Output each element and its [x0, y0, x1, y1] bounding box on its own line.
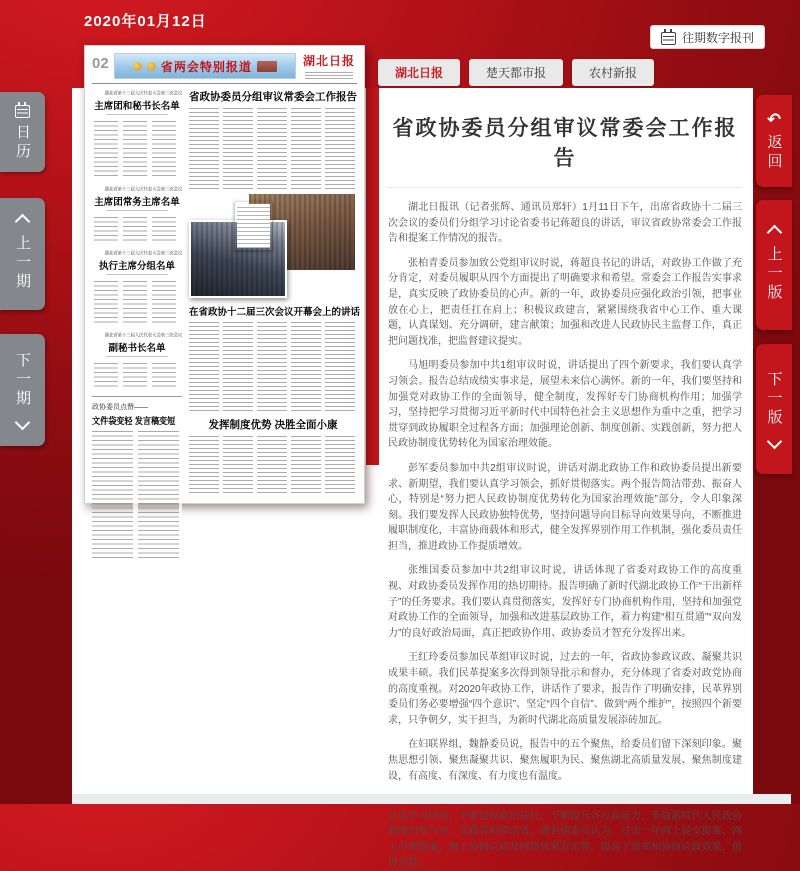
back-button[interactable]: [756, 95, 792, 187]
tab-chutian-metropolis-daily[interactable]: 楚天都市报: [469, 59, 563, 86]
name-list-heading: 主席团常务主席名单: [94, 197, 180, 208]
national-emblem-icon: [133, 62, 142, 71]
praise-article-block: [92, 396, 182, 559]
thumbnail-main-headline: 省政协委员分组审议常委会工作报告: [189, 91, 357, 103]
great-hall-icon: [257, 61, 277, 72]
name-grid: [94, 217, 180, 243]
masthead-title: 湖北日报: [302, 54, 355, 68]
name-list-subtitle: [106, 274, 168, 278]
photo-caption-box: [234, 201, 273, 251]
masthead-info-lines: [305, 72, 353, 80]
name-list-heading: 执行主席分组名单: [98, 261, 175, 272]
archive-button-label: 往期数字报刊: [682, 30, 755, 45]
issue-date: 2020年01月12日: [84, 13, 207, 30]
name-grid: [94, 281, 180, 325]
prev-page-label: 上一版: [765, 246, 783, 303]
prev-issue-button[interactable]: [0, 198, 45, 310]
calendar-nav-button[interactable]: [0, 92, 45, 172]
name-list-heading: 副秘书长名单: [108, 343, 166, 354]
thumbnail-text-columns: [189, 436, 357, 494]
next-issue-button[interactable]: [0, 334, 45, 446]
national-emblem-icon: [147, 62, 156, 71]
special-report-banner: [114, 53, 296, 79]
article-paragraph: 张维国委员参加中共2组审议时说，讲话体现了省委对政协工作的高度重视、对政协委员发挥作用的热切期待。报告明确了新时代湖北政协工作“干出新样子”的任务要求。我们要认真贯彻落实，发挥好专门协商机构作用，坚持和加强党对政协工作的全面领导，加强和改进基层政协工作，着力构建“相互贯通”“双向发力”的良好政治局面，真正把政协作用、政协委员才智充分发挥出来。: [388, 565, 742, 639]
name-list-subtitle: [106, 210, 168, 214]
bottom-headline: 发挥制度优势 决胜全面小康: [208, 419, 338, 431]
page-edge-red-band: [366, 88, 379, 465]
article-paragraph: 马旭明委员参加中共1组审议时说，讲话提出了四个新要求，我们要认真学习领会。报告总结成绩实事求是，展望未来信心满怀。新的一年，我们要坚持和加强党对政协工作的全面领导，健全制度，发挥好专门协商机构作用；加强学习，坚持把学习贯彻习近平新时代中国特色社会主义思想作为重中之重，把学习贯穿到政协履职全过程各方面；加强理论创新、制度创新、实践创新，努力把人民政协制度优势转化为国家治理效能。: [388, 360, 742, 450]
name-list-subtitle: [106, 356, 168, 360]
page-number: 02: [92, 55, 109, 72]
newspaper-right-column: [189, 88, 361, 559]
thumbnail-text-columns: [189, 322, 357, 412]
chevron-down-icon: [15, 415, 31, 431]
article: [388, 102, 742, 869]
next-page-label: 下一版: [765, 371, 783, 428]
name-list-heading: 主席团和秘书长名单: [94, 101, 180, 112]
speech-headline: 在省政协十二届三次会议开幕会上的讲话: [189, 307, 361, 318]
prev-page-button[interactable]: [756, 200, 792, 330]
chevron-up-icon: [15, 214, 31, 230]
conference-photos: [189, 194, 357, 300]
newspaper-page-thumbnail[interactable]: [84, 45, 365, 504]
banner-title: 省两会特别报道: [160, 59, 252, 74]
article-paragraph: 王红玲委员参加民革组审议时说，过去的一年，省政协参政议政、凝聚共识成果丰硕。我们民革提案多次得到领导批示和督办，充分体现了省委对政党协商的高度重视。对2020年政协工作，讲话作了要求，报告作了明确安排，民革界别委员们务必要增强“四个意识”、坚定“四个自信”、做到“两个维护”，按照四个新要求，只争朝夕，实干担当，为新时代湖北高质量发展添砖加瓦。: [388, 652, 742, 726]
newspaper-left-column: [92, 88, 182, 559]
tab-hubei-daily[interactable]: 湖北日报: [378, 59, 460, 86]
session-line: 湖北省第十三届人民代表大会第三次会议: [104, 91, 183, 96]
title-divider: [388, 187, 742, 188]
praise-text-columns: [92, 431, 182, 559]
newspaper-body: [92, 84, 361, 559]
chevron-down-icon: [766, 434, 782, 450]
prev-issue-label: 上一期: [14, 235, 31, 292]
calendar-icon: [661, 32, 676, 45]
article-title: 省政协委员分组审议常委会工作报告: [392, 117, 738, 170]
next-page-button[interactable]: [756, 344, 792, 474]
session-line: 湖北省第十三届人民代表大会第三次会议: [104, 251, 183, 256]
panel-footer-strip: [72, 794, 791, 804]
name-list-block: [92, 330, 182, 389]
article-paragraph: 湖北日报讯（记者张辉、通讯员郑轩）1月11日下午，出席省政协十二届三次会议的委员们分组学习讨论省委书记蒋超良的讲话，审议省政协常委会工作报告和提案工作情况的报告。: [388, 202, 742, 245]
name-list-block: [92, 184, 182, 243]
article-paragraph: 彭军委员参加中共2组审议时说，讲话对湖北政协工作和政协委员提出新要求、新期望，我们要认真学习领会，抓好贯彻落实。两个报告简洁带劲、振奋人心，特别是“努力把人民政协制度优势转化为国家治理效能”部分，令人印象深刻。我们要发挥人民政协独特优势，坚持问题导向目标导向效果导向，不断推进履职制度化，丰富协商载体和形式，健全发挥界别作用工作机制，强化委员责任担当，推进政协工作提质增效。: [388, 462, 742, 552]
session-line: 湖北省第十三届人民代表大会第三次会议: [104, 333, 183, 338]
name-grid: [94, 121, 180, 179]
praise-kicker: 政协委员点赞——: [92, 404, 148, 411]
tab-rural-news[interactable]: 农村新报: [572, 59, 654, 86]
article-paragraph: 张柏青委员参加致公党组审议时说，蒋超良书记的讲话，对政协工作做了充分肯定，对委员履职从四个方面提出了明确要求和希望。常委会工作报告实事求是，真实反映了政协委员的心声。新的一年，政协委员应强化政治引领，把事业放在心上，把责任扛在肩上；积极议政建言，紧紧围绕我省中心工作、重大课题，认真谋划、充分调研，建言献策；加强和改进人民政协民主监督工作，真正把问题找准，把监督建议提实。: [388, 257, 742, 347]
session-line: 湖北省第十三届人民代表大会第三次会议: [104, 187, 183, 192]
archive-button[interactable]: [650, 25, 765, 49]
calendar-icon: [15, 105, 30, 118]
article-paragraph: 在妇联界组，魏静委员说，报告中的五个聚焦，给委员们留下深刻印象。聚焦思想引领、聚焦凝聚共识、聚焦履职为民、聚焦湖北高质量发展、聚焦制度建设，有高度、有深度、有力度也有温度。: [388, 739, 742, 782]
thumbnail-text-columns: [189, 108, 357, 190]
name-grid: [94, 363, 180, 389]
article-body: [388, 200, 742, 871]
newspaper-masthead-row: [92, 52, 357, 84]
masthead: [301, 52, 357, 80]
name-list-block: [92, 88, 182, 179]
back-label: 返回: [765, 133, 783, 172]
publication-tabs: [378, 59, 654, 86]
return-arrow-icon: ↶: [766, 109, 782, 129]
name-list-subtitle: [106, 114, 168, 118]
article-paragraph: 认真学习讲话，不断提高政治站位，不断提升各方面能力，争做新时代人民政协制度的参与者、实践者和推动者。潘世炳委员认为，过去一年网上提交提案、网上办理提案、网上协商议政及网络成果发布等，提高了效率和协商议政效果，值得点赞。: [388, 810, 742, 869]
praise-headline: 文件袋变轻 发言稿变短: [92, 416, 176, 426]
chevron-up-icon: [766, 225, 782, 241]
next-issue-label: 下一期: [14, 352, 31, 409]
calendar-nav-label: 日历: [14, 123, 31, 162]
name-list-block: [92, 248, 182, 325]
